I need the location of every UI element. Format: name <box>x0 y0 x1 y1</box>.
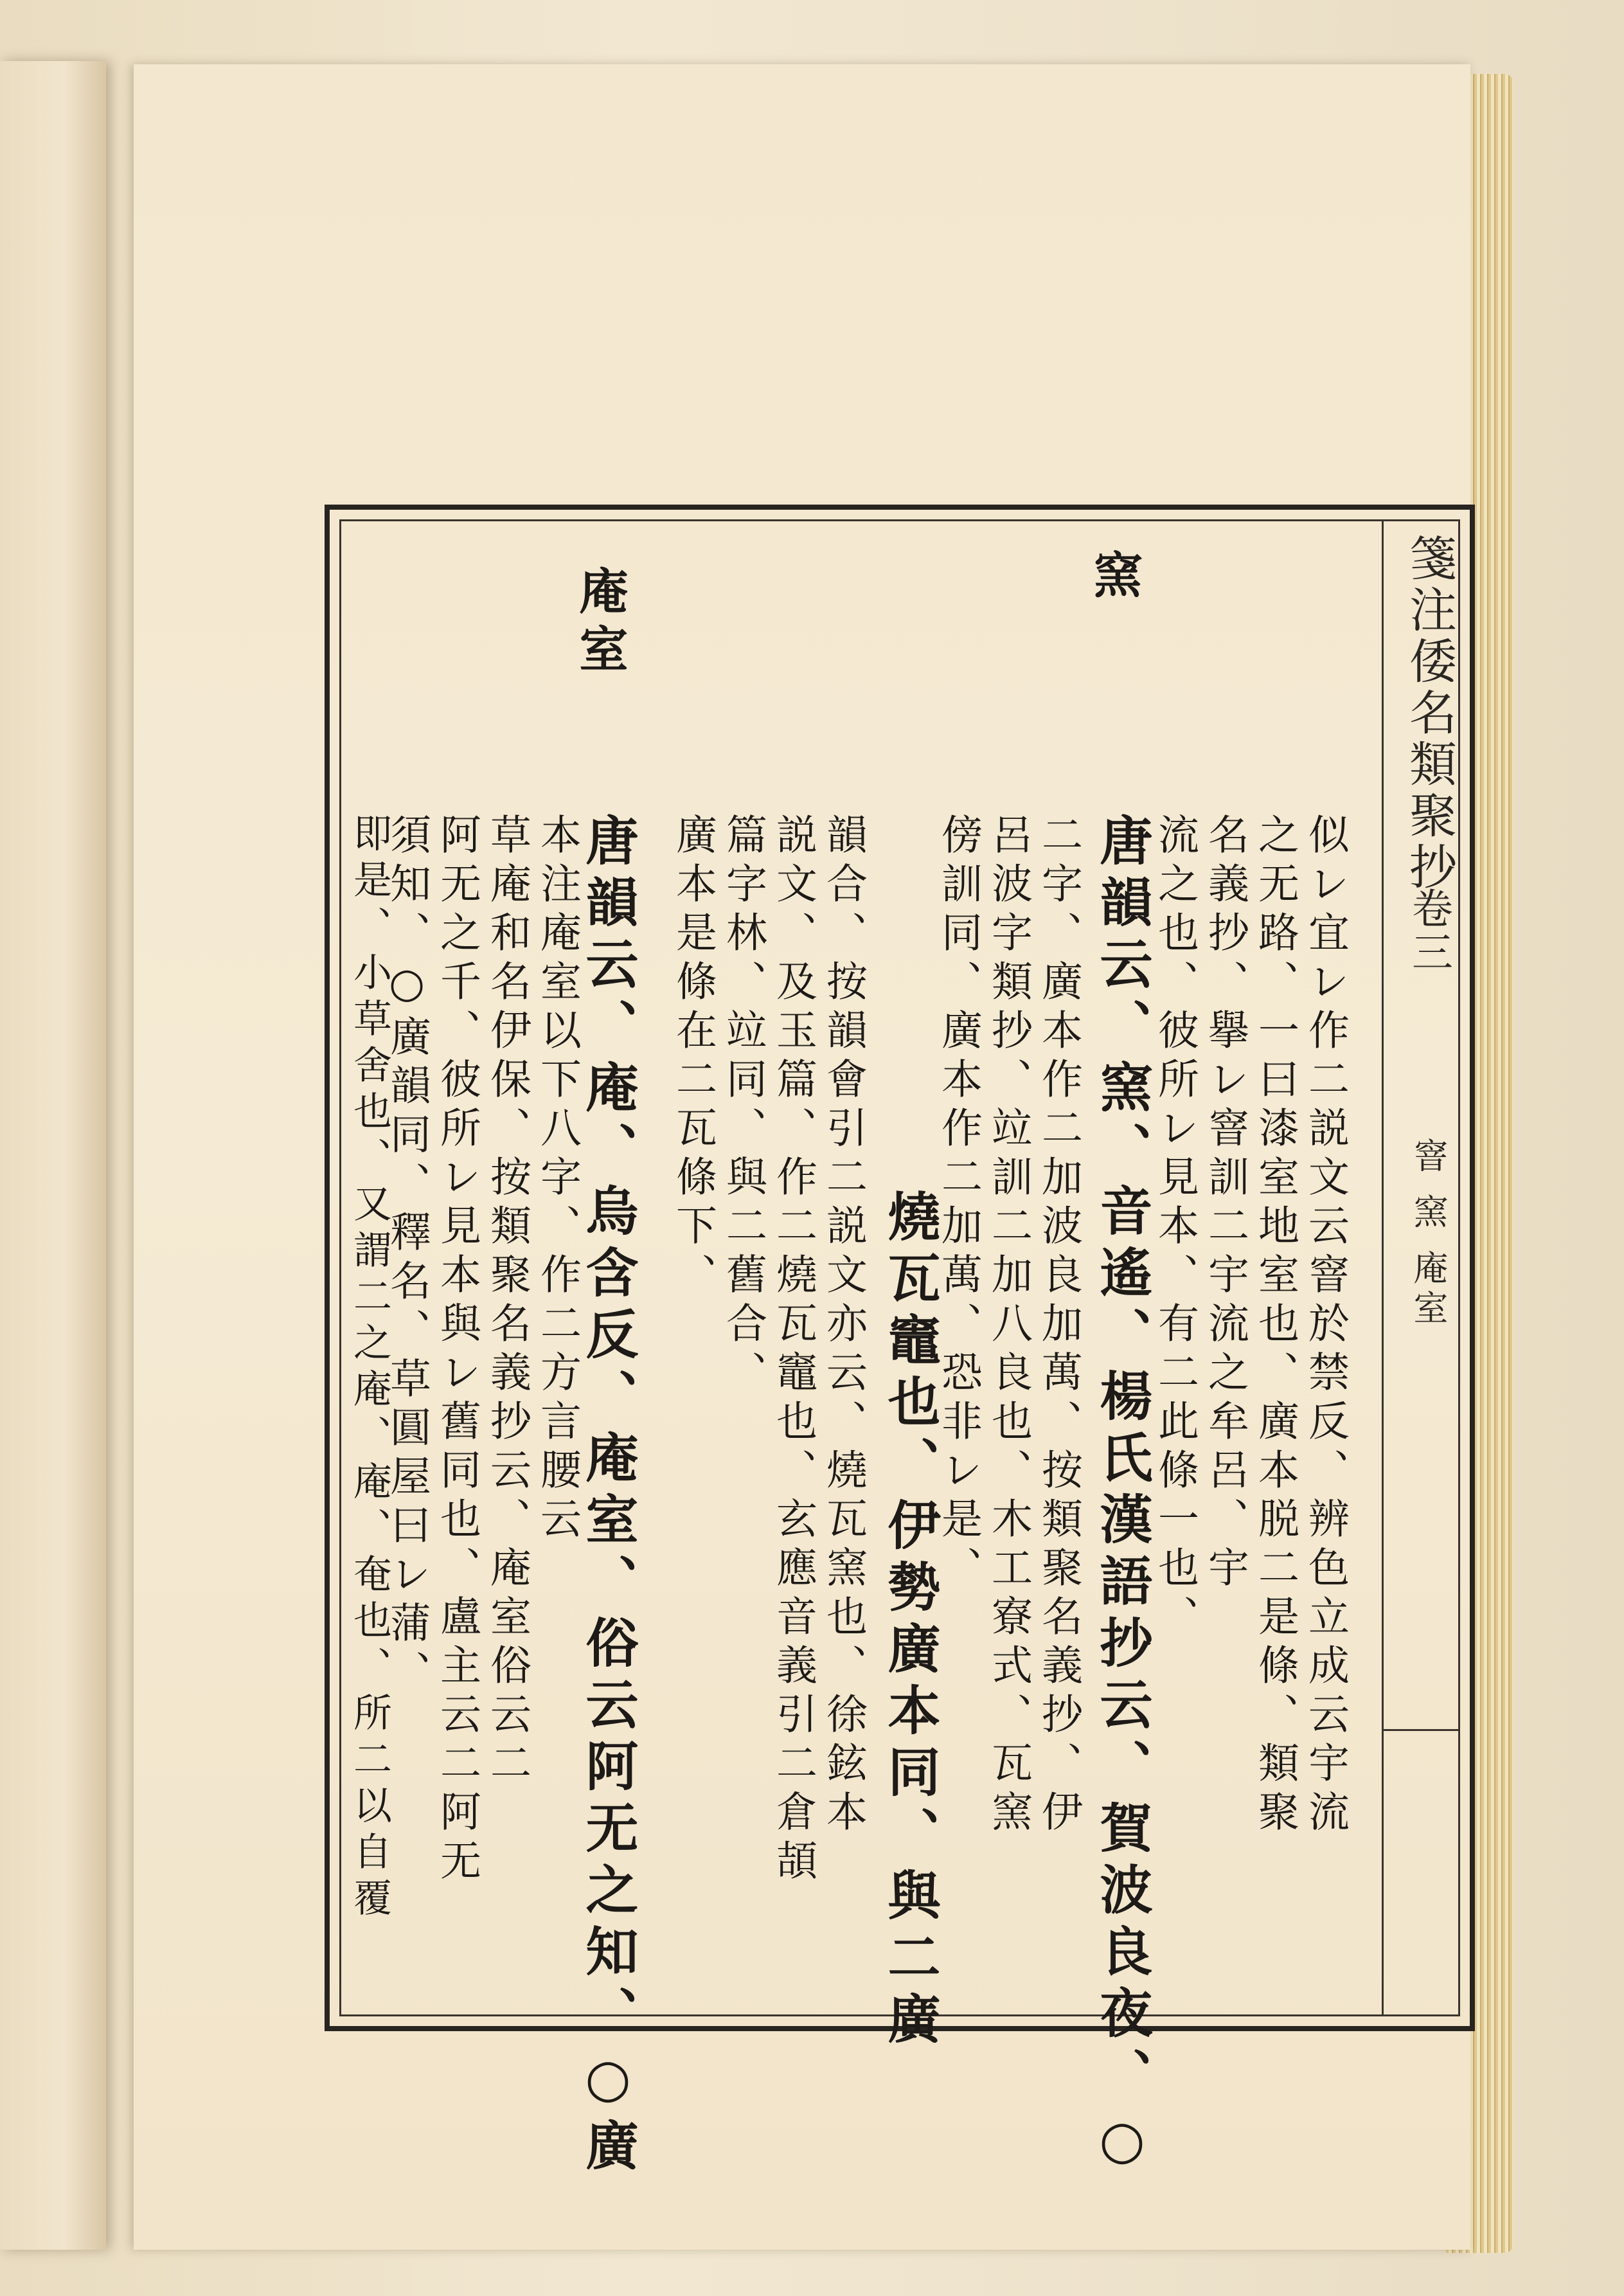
entry-index: 窨 窯 庵室 <box>1408 1138 1449 1330</box>
volume-label: 卷三 <box>1405 887 1452 974</box>
text-column-head: 唐韻云、窯、音遙、楊氏漢語抄云、賀波良夜、○ <box>1091 813 1153 2180</box>
headword-yao: 窯 <box>1085 550 1143 607</box>
text-column: 傍訓同、廣本作二加萬、恐非レ是、 <box>934 813 982 1595</box>
text-column: 似レ宜レ作二説文云窨於禁反、辨色立成云宇流 <box>1301 813 1349 1839</box>
text-column-head: 唐韻云、庵、烏含反、庵室、俗云阿无之知、○廣 <box>577 813 639 2180</box>
headword-anshitsu: 庵室 <box>571 566 629 681</box>
text-column: 須知、○廣韻同、釋名、草圓屋曰レ蒲、 <box>383 813 431 1699</box>
text-column: 廣本是條在二瓦條下、 <box>669 813 717 1302</box>
text-column: 篇字林、竝同、與二舊合、 <box>719 813 767 1399</box>
text-column: 阿无之千、彼所レ見本與レ舊同也、盧主云二阿无 <box>433 813 481 1888</box>
text-column: 二字、廣本作二加波良加萬、按類聚名義抄、伊 <box>1035 813 1082 1839</box>
text-column: 説文、及玉篇、作二燒瓦竈也、玄應音義引二倉頡 <box>769 813 817 1888</box>
text-column: 名義抄、擧レ窨訓二宇流之牟呂、宇 <box>1201 813 1249 1595</box>
text-column: 流之也、彼所レ見本、有二此條一也、 <box>1151 813 1199 1644</box>
side-margin <box>1384 521 1458 2015</box>
text-column: 即是、小草舍也、又謂二之庵、庵、奄也、所二以自覆 <box>347 813 392 1924</box>
text-column: 之无路、一曰漆室地室也、廣本脱二是條、類聚 <box>1251 813 1299 1839</box>
text-column: 呂波字類抄、竝訓二加八良也、木工寮式、瓦窯 <box>985 813 1032 1839</box>
text-column: 韻合、按韻會引二説文亦云、燒瓦窯也、徐鉉本 <box>819 813 867 1839</box>
book-title: 箋注倭名類聚抄 <box>1402 534 1457 893</box>
text-column-head: 燒瓦竈也、伊勢廣本同、與二廣 <box>879 1189 941 2053</box>
left-page-edge <box>0 61 106 2250</box>
text-column: 草庵和名伊保、按類聚名義抄云、庵室俗云二 <box>483 813 531 1790</box>
text-column: 本注庵室以下八字、作二方言腰云 <box>533 813 581 1546</box>
